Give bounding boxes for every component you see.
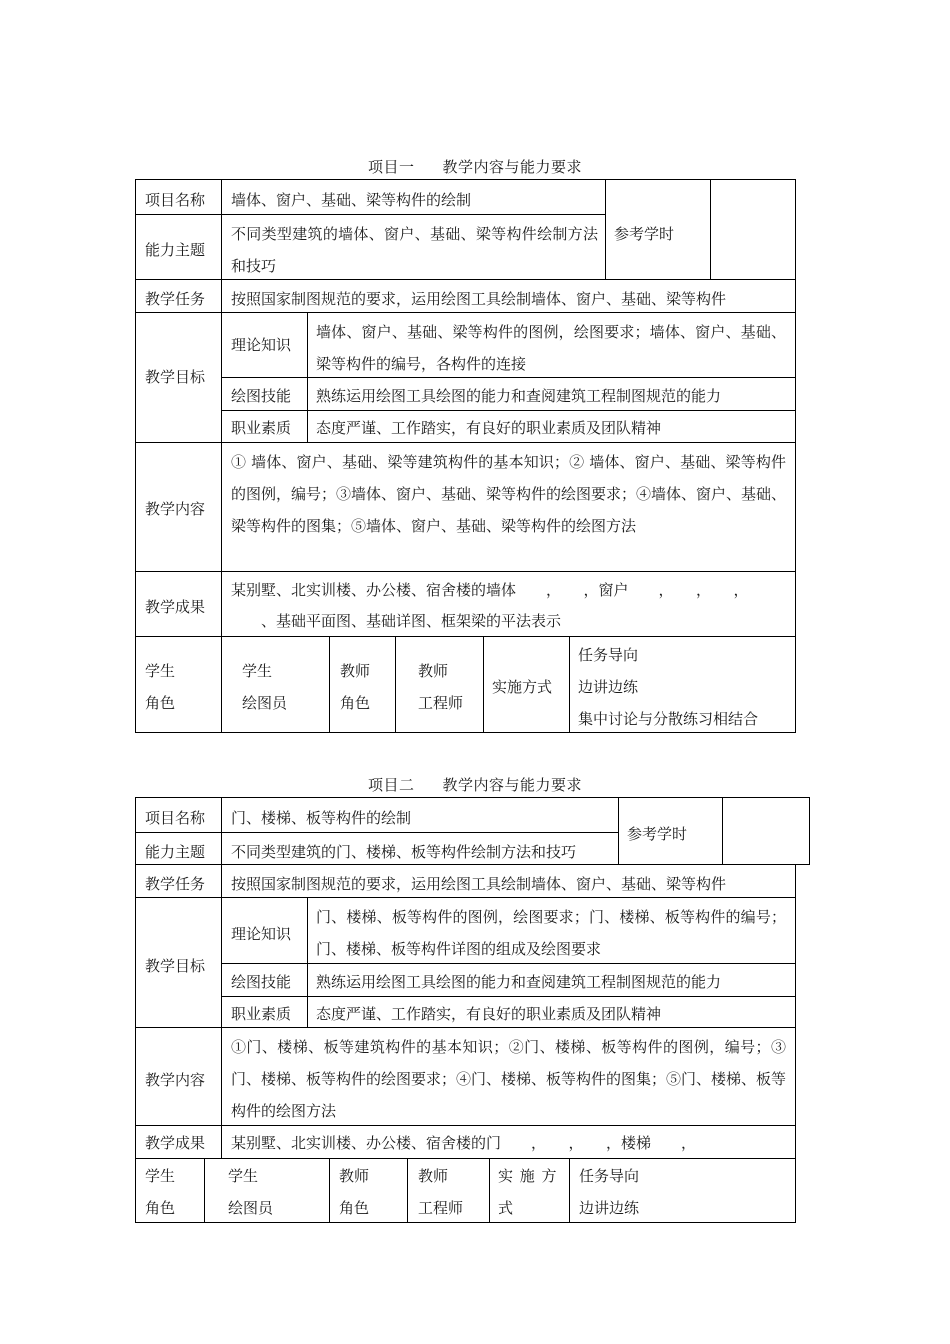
teaching-result-line2: 、基础平面图、基础详图、框架梁的平法表示 [231,612,562,630]
teaching-goal-label: 教学目标 [145,957,206,975]
teacher-role-label-2: 角色 [339,1199,370,1217]
professional-quality-label: 职业素质 [231,1005,292,1023]
teacher-role-value-2: 工程师 [418,694,464,712]
project1-title [0,156,950,177]
student-role-label-1: 学生 [145,662,176,680]
teacher-role-label-1: 教师 [340,662,371,680]
teaching-content-label: 教学内容 [145,500,206,518]
project-name-label: 项目名称 [145,809,206,827]
student-role-label-1: 学生 [145,1167,176,1185]
teaching-task-value: 按照国家制图规范的要求，运用绘图工具绘制墙体、窗户、基础、梁等构件 [231,875,727,893]
drawing-skill-value: 熟练运用绘图工具绘图的能力和查阅建筑工程制图规范的能力 [316,387,722,405]
theory-knowledge-label: 理论知识 [231,336,292,354]
method-item-3: 集中讨论与分散练习相结合 [578,710,759,728]
theory-knowledge-value: 门、楼梯、板等构件的图例，绘图要求；门、楼梯、板等构件的编号；门、楼梯、板等构件详图的组成及绘图要求 [316,908,786,958]
drawing-skill-value: 熟练运用绘图工具绘图的能力和查阅建筑工程制图规范的能力 [316,973,722,991]
student-role-value-2: 绘图员 [228,1199,274,1217]
ability-theme-label: 能力主题 [145,241,206,259]
teaching-task-value: 按照国家制图规范的要求，运用绘图工具绘制墙体、窗户、基础、梁等构件 [231,290,727,308]
teaching-result-line1: 某别墅、北实训楼、办公楼、宿舍楼的门 ， ， ，楼梯 ， [231,1134,697,1152]
professional-quality-label: 职业素质 [231,419,292,437]
teaching-task-label: 教学任务 [145,875,206,893]
project2-title-left: 项目二 [367,776,415,794]
teacher-role-value-2: 工程师 [418,1199,464,1217]
teaching-content-value: ① 墙体、窗户、基础、梁等建筑构件的基本知识；② 墙体、窗户、基础、梁等构件的图例，编号；③墙体、窗户、基础、梁等构件的绘图要求；④墙体、窗户、基础、梁等构件的图集；⑤墙体、窗户、基础、梁等构件的绘图方法 [231,453,787,535]
implementation-method-label: 实施方式 [492,678,553,696]
reference-hours-label: 参考学时 [614,225,675,243]
teacher-role-value-1: 教师 [418,662,449,680]
teaching-result-label: 教学成果 [145,1134,206,1152]
method-item-1: 任务导向 [579,1167,640,1185]
project2-title [0,774,950,795]
student-role-label-2: 角色 [145,694,176,712]
theory-knowledge-label: 理论知识 [231,925,292,943]
project-name-label: 项目名称 [145,191,206,209]
drawing-skill-label: 绘图技能 [231,973,292,991]
ability-theme-label: 能力主题 [145,843,206,861]
student-role-value-1: 学生 [228,1167,259,1185]
teacher-role-label-2: 角色 [340,694,371,712]
reference-hours-label: 参考学时 [627,825,688,843]
teaching-result-line1: 某别墅、北实训楼、办公楼、宿舍楼的墙体 ， ，窗户 ， ， ， [231,581,749,599]
teacher-role-label-1: 教师 [339,1167,370,1185]
student-role-value-2: 绘图员 [242,694,288,712]
project1-title-left: 项目一 [367,158,415,176]
project2-title-right: 教学内容与能力要求 [442,776,583,794]
teacher-role-value-1: 教师 [418,1167,449,1185]
method-item-2: 边讲边练 [579,1199,640,1217]
theory-knowledge-value: 墙体、窗户、基础、梁等构件的图例，绘图要求；墙体、窗户、基础、梁等构件的编号，各构件的连接 [316,323,786,373]
implementation-method-label-1: 实 施 方 [498,1167,557,1185]
teaching-content-value: ①门、楼梯、板等建筑构件的基本知识；②门、楼梯、板等构件的图例，编号；③门、楼梯、板等构件的绘图要求；④门、楼梯、板等构件的图集；⑤门、楼梯、板等构件的绘图方法 [231,1038,787,1120]
method-item-1: 任务导向 [578,646,639,664]
professional-quality-value: 态度严谨、工作踏实，有良好的职业素质及团队精神 [316,1005,662,1023]
project-name-value: 门、楼梯、板等构件的绘制 [231,809,412,827]
student-role-label-2: 角色 [145,1199,176,1217]
teaching-task-label: 教学任务 [145,290,206,308]
project-name-value: 墙体、窗户、基础、梁等构件的绘制 [231,191,472,209]
teaching-result-label: 教学成果 [145,598,206,616]
project1-title-right: 教学内容与能力要求 [442,158,583,176]
implementation-method-label-2: 式 [498,1199,514,1217]
ability-theme-value: 不同类型建筑的门、楼梯、板等构件绘制方法和技巧 [231,843,577,861]
ability-theme-value: 不同类型建筑的墙体、窗户、基础、梁等构件绘制方法和技巧 [231,225,598,275]
teaching-content-label: 教学内容 [145,1071,206,1089]
drawing-skill-label: 绘图技能 [231,387,292,405]
student-role-value-1: 学生 [242,662,273,680]
teaching-goal-label: 教学目标 [145,368,206,386]
professional-quality-value: 态度严谨、工作踏实，有良好的职业素质及团队精神 [316,419,662,437]
method-item-2: 边讲边练 [578,678,639,696]
